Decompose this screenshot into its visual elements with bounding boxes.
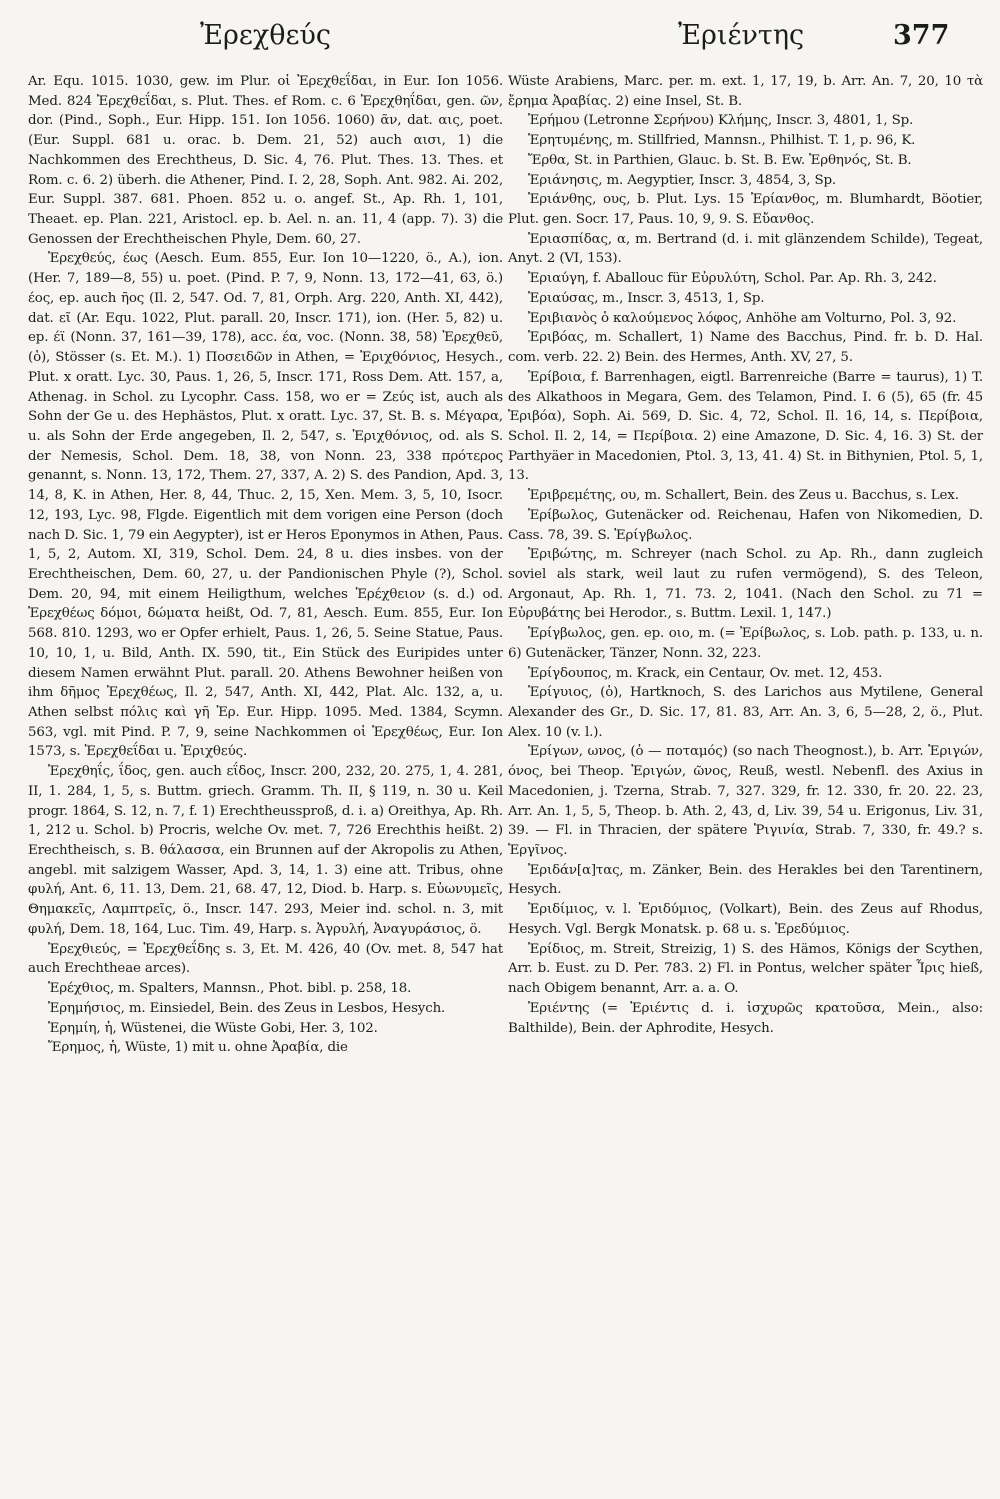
dictionary-entry: Ἐριβιανὸς ὁ καλούμενος λόφος, Anhöhe am Volturno, Pol. 3, 92.	[528, 310, 957, 326]
dictionary-entry: Ἐριαύσας, m., Inscr. 3, 4513, 1, Sp.	[528, 290, 765, 306]
dictionary-entry: Ἐρημίη, ἡ, Wüstenei, die Wüste Gobi, Her. 3, 102.	[48, 1020, 378, 1036]
page-header	[0, 14, 1000, 64]
dictionary-entry: Ἐρίβωλος, Gutenäcker od. Reichenau, Hafen von Nikomedien, D. Cass. 78, 39. S. Ἐρίγβωλος.	[508, 507, 983, 543]
dictionary-entry: Ἔρημος, ἡ, Wüste, 1) mit u. ohne Ἀραβία, die	[48, 1040, 348, 1056]
dictionary-entry: Ἔρθα, St. in Parthien, Glauc. b. St. B. Ew. Ἐρθηνός, St. B.	[528, 152, 912, 168]
left-guide-word: Ἐρεχθεύς	[200, 20, 332, 51]
dictionary-entry: Ἐρίγυιος, (ὁ), Hartknoch, S. des Larichos aus Mytilene, General Alexander des Gr., D. Sic. 17, 81. 83, Arr. An. 3, 6, 5—28, 2, ö., Plut. Alex. 10 (v. l.).	[508, 685, 983, 740]
dictionary-entry: Ἐρεχθεύς, έως (Aesch. Eum. 855, Eur. Ion 10—1220, ö., A.), ion. (Her. 7, 189—8, 55) u. poet. (Pind. P. 7, 9, Nonn. 13, 172—41, 63, ö.) έος, ep. auch ῆος (Il. 2, 547. Od. 7, 81, Orph. Arg. 220, Anth. XI, 442), dat. εῖ (Ar. Equ. 1022, Plut. parall. 20, Inscr. 171), ion. (Her. 5, 82) u. ep. έϊ (Nonn. 37, 161—39, 178), acc. έα, voc. (Nonn. 38, 58) Ἐρεχθεῦ, (ὁ), Stösser (s. Et. M.). 1) Ποσειδῶν in Athen, = Ἐριχθόνιος, Hesych., Plut. x oratt. Lyc. 30, Paus. 1, 26, 5, Inscr. 171, Ross Dem. Att. 157, a, Athenag. in Schol. zu Lycophr. Cass. 158, wo er = Ζεύς ist, auch als Sohn der Ge u. des Hephästos, Plut. x oratt. Lyc. 37, St. B. s. Μέγαρα, u. als Sohn der Erde angegeben, Il. 2, 547, s. Ἐριχθόνιος, od. als S. der Nemesis, Schol. Dem. 18, 38, von Nonn. 23, 338 πρότερος genannt, s. Nonn. 13, 172, Them. 27, 337, A. 2) S. des Pandion, Apd. 3, 14, 8, K. in Athen, Her. 8, 44, Thuc. 2, 15, Xen. Mem. 3, 5, 10, Isocr. 12, 193, Lyc. 98, Flgde. Eigentlich mit dem vorigen eine Person (doch nach D. Sic. 1, 79 ein Aegypter), ist er Heros Eponymos in Athen, Paus. 1, 5, 2, Autom. XI, 319, Schol. Dem. 24, 8 u. dies insbes. von der Erechtheischen, Dem. 60, 27, u. der Pandionischen Phyle (?), Schol. Dem. 20, 94, mit einem Heiligthum, welches Ἐρέχθειον (s. d.) od. Ἐρεχθέως δόμοι, δώματα heißt, Od. 7, 81, Aesch. Eum. 855, Eur. Ion 568. 810. 1293, wo er Opfer erhielt, Paus. 1, 26, 5. Seine Statue, Paus. 10, 10, 1, u. Bild, Anth. IX. 590, tit., Ein Stück des Euripides unter diesem Namen erwähnt Plut. parall. 20. Athens Bewohner heißen von ihm δῆμος Ἐρεχθέως, Il. 2, 547, Anth. XI, 442, Plat. Alc. 132, a, u. Athen selbst πόλις καὶ γῆ Ἐρ. Eur. Hipp. 1095. Med. 1384, Scymn. 563, vgl. mit Pind. P. 7, 9, seine Nachkommen οἱ Ἐρεχθέως, Eur. Ion 1573, s. Ἐρεχθεΐδαι u. Ἐριχθεύς.	[28, 251, 503, 760]
right-column	[508, 72, 983, 1487]
dictionary-entry: Ἐριάνησις, m. Aegyptier, Inscr. 3, 4854, 3, Sp.	[528, 172, 837, 188]
dictionary-entry: Ἐριασπίδας, α, m. Bertrand (d. i. mit glänzendem Schilde), Tegeat, Anyt. 2 (VI, 153).	[508, 231, 983, 267]
dictionary-entry: Ἐρίβοια, f. Barrenhagen, eigtl. Barrenreiche (Barre = taurus), 1) T. des Alkathoos in Megara, Gem. des Telamon, Pind. I. 6 (5), 65 (fr. 45 Ἐριβόα), Soph. Ai. 569, D. Sic. 4, 72, Schol. Il. 16, 14, s. Περίβοια, Schol. Il. 2, 14, = Περίβοια. 2) eine Amazone, D. Sic. 4, 16. 3) St. der Parthyäer in Macedonien, Ptol. 3, 13, 41. 4) St. in Bithynien, Ptol. 5, 1, 13.	[508, 369, 983, 484]
dictionary-entry: Ἐρεχθηΐς, ΐδος, gen. auch εΐδος, Inscr. 200, 232, 20. 275, 1, 4. 281, II, 1. 284, 1, 5, s. Buttm. griech. Gramm. Th. II, § 119, n. 30 u. Keil progr. 1864, S. 12, n. 7, f. 1) Erechtheussproß, d. i. a) Oreithya, Ap. Rh. 1, 212 u. Schol. b) Procris, welche Ov. met. 7, 726 Erechthis heißt. 2) Erechtheisch, s. B. θάλασσα, ein Brunnen auf der Akropolis zu Athen, angebl. mit salzigem Wasser, Apd. 3, 14, 1. 3) eine att. Tribus, ohne φυλή, Ant. 6, 11. 13, Dem. 21, 68. 47, 12, Diod. b. Harp. s. Εὐωνυμεῖς, Θημακεῖς, Λαμπτρεῖς, ö., Inscr. 147. 293, Meier ind. schol. n. 3, mit φυλή, Dem. 18, 164, Luc. Tim. 49, Harp. s. Ἀγρυλή, Ἀναγυράσιος, ö.	[28, 764, 503, 937]
dictionary-entry: Ἐρημήσιος, m. Einsiedel, Bein. des Zeus in Lesbos, Hesych.	[48, 1000, 446, 1016]
dictionary-entry: Ἐρίγδουπος, m. Krack, ein Centaur, Ov. met. 12, 453.	[528, 665, 883, 681]
dictionary-entry: Ἐριβρεμέτης, ου, m. Schallert, Bein. des Zeus u. Bacchus, s. Lex.	[528, 488, 959, 504]
dictionary-entry: Ἐριβόας, m. Schallert, 1) Name des Bacchus, Pind. fr. b. D. Hal. com. verb. 22. 2) Bein. des Hermes, Anth. XV, 27, 5.	[508, 330, 983, 366]
left-column	[28, 72, 503, 1487]
dictionary-entry: Ἐρέχθιος, m. Spalters, Mannsn., Phot. bibl. p. 258, 18.	[48, 981, 412, 997]
right-guide-word: Ἐριέντης	[678, 20, 805, 51]
dictionary-entry: Ἐριέντης (= Ἐριέντις d. i. ἰσχυρῶς κρατοῦσα, Mein., also: Balthilde), Bein. der Aphrodite, Hesych.	[508, 1000, 983, 1036]
dictionary-entry: Ἐριάνθης, ους, b. Plut. Lys. 15 Ἐρίανθος, m. Blumhardt, Böotier, Plut. gen. Socr. 17, Paus. 10, 9, 9. S. Εὔανθος.	[508, 192, 983, 228]
dictionary-entry: Ἐριβώτης, m. Schreyer (nach Schol. zu Ap. Rh., dann zugleich soviel als stark, weil laut zu rufen vermögend), S. des Teleon, Argonaut, Ap. Rh. 1, 71. 73. 2, 1041. (Nach den Schol. zu 71 = Εὐρυβάτης bei Herodor., s. Buttm. Lexil. 1, 147.)	[508, 547, 983, 622]
dictionary-entry: Ἐρητυμένης, m. Stillfried, Mannsn., Philhist. T. 1, p. 96, K.	[528, 133, 916, 149]
dictionary-entry: Ἐρεχθιεύς, = Ἐρεχθεΐδης s. 3, Et. M. 426, 40 (Ov. met. 8, 547 hat auch Erechtheae arces).	[28, 941, 503, 977]
dictionary-entry: Ἐρήμου (Letronne Σερήνου) Κλήμης, Inscr. 3, 4801, 1, Sp.	[528, 113, 914, 129]
dictionary-entry: Ἐρίδιος, m. Streit, Streizig, 1) S. des Hämos, Königs der Scythen, Arr. b. Eust. zu D. Per. 783. 2) Fl. in Pontus, welcher später Ἶρις hieß, nach Obigem benannt, Arr. a. a. O.	[508, 941, 983, 997]
page-number: 377	[893, 20, 950, 51]
entry-continuation: Wüste Arabiens, Marc. per. m. ext. 1, 17, 19, b. Arr. An. 7, 20, 10 τὰ ἔρημα Ἀραβίας. 2) eine Insel, St. B.	[508, 74, 983, 109]
dictionary-entry: Ἐριαύγη, f. Aballouc für Εὐρυλύτη, Schol. Par. Ap. Rh. 3, 242.	[528, 271, 937, 287]
dictionary-entry: Ἐριδάν[α]τας, m. Zänker, Bein. des Herakles bei den Tarentinern, Hesych.	[508, 862, 983, 898]
entry-continuation: Ar. Equ. 1015. 1030, gew. im Plur. οἱ Ἐρεχθεΐδαι, in Eur. Ion 1056. Med. 824 Ἐρεχθεΐδαι, s. Plut. Thes. ef Rom. c. 6 Ἐρεχθηΐδαι, gen. ῶν, dor. (Pind., Soph., Eur. Hipp. 151. Ion 1056. 1060) ᾶν, dat. αις, poet. (Eur. Suppl. 681 u. orac. b. Dem. 21, 52) auch αισι, 1) die Nachkommen des Erechtheus, D. Sic. 4, 76. Plut. Thes. 13. Thes. et Rom. c. 6. 2) überh. die Athener, Pind. I. 2, 28, Soph. Ant. 982. Ai. 202, Eur. Suppl. 387. 681. Phoen. 852 u. o. angef. St., Ap. Rh. 1, 101, Theaet. ep. Plan. 221, Aristocl. ep. b. Ael. n. an. 11, 4 (app. 7). 3) die Genossen der Erechtheischen Phyle, Dem. 60, 27.	[28, 74, 503, 247]
dictionary-entry: Ἐρίγων, ωνος, (ὁ — ποταμός) (so nach Theognost.), b. Arr. Ἐριγών, όνος, bei Theop. Ἐριγών, ῶνος, Reuß, westl. Nebenfl. des Axius in Macedonien, j. Tzerna, Strab. 7, 327. 329, fr. 12. 330, fr. 20. 22. 23, Arr. An. 1, 5, 5, Theop. b. Ath. 2, 43, d, Liv. 39, 54 u. Erigonus, Liv. 31, 39. — Fl. in Thracien, der spätere Ῥιγινία, Strab. 7, 330, fr. 49.? s. Ἐργῖνος.	[508, 744, 983, 859]
dictionary-entry: Ἐρίγβωλος, gen. ep. οιο, m. (= Ἐρίβωλος, s. Lob. path. p. 133, u. n. 6) Gutenäcker, Tänzer, Nonn. 32, 223.	[508, 626, 983, 661]
dictionary-entry: Ἐριδίμιος, v. l. Ἐριδύμιος, (Volkart), Bein. des Zeus auf Rhodus, Hesych. Vgl. Bergk Monatsk. p. 68 u. s. Ἐρεδύμιος.	[508, 902, 983, 937]
